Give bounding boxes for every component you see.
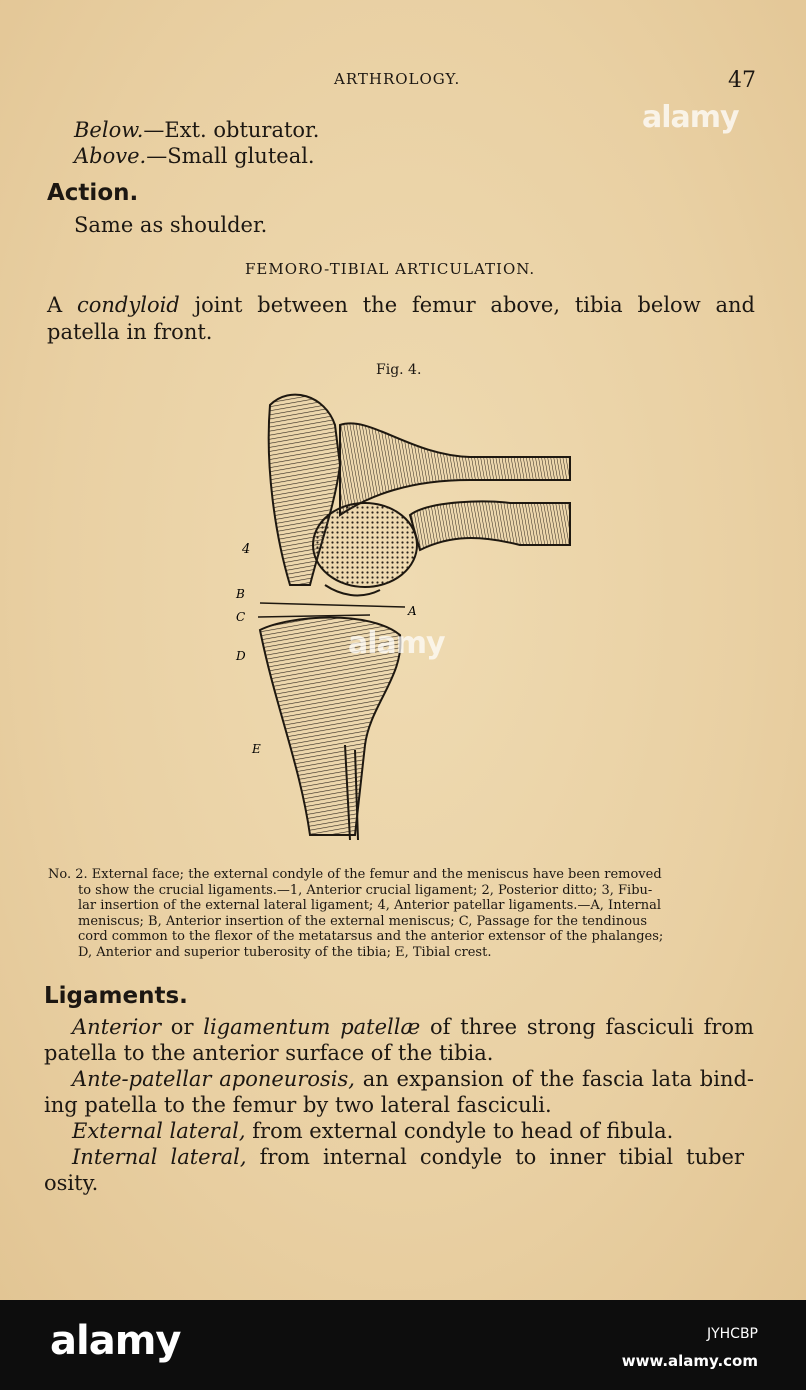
caption-line-1: No. 2. External face; the external condyle of the femur and the meniscus have been removed xyxy=(48,867,662,882)
knee-joint-engraving xyxy=(230,385,580,845)
patella xyxy=(313,503,417,587)
ligament-antepatellar-term: Ante-patellar aponeurosis, xyxy=(72,1067,355,1091)
ligament-external-term: External lateral, xyxy=(72,1119,246,1143)
above-label: Above. xyxy=(74,144,147,168)
fig-letter-a: A xyxy=(408,604,417,618)
running-title: ARTHROLOGY. xyxy=(334,70,461,88)
ligament-internal-text: from internal condyle to inner tibial tuber xyxy=(246,1145,745,1169)
section-title: FEMORO-TIBIAL ARTICULATION. xyxy=(245,260,536,278)
above-line xyxy=(74,143,315,170)
alamy-logo: alamy xyxy=(50,1318,181,1364)
tendon-upper xyxy=(340,423,570,515)
caption-line-4: meniscus; B, Anterior insertion of the external meniscus; C, Passage for the tendinous xyxy=(78,913,648,929)
figure-caption xyxy=(48,867,755,960)
below-label: Below. xyxy=(74,118,144,142)
ligament-anterior-term: Anterior xyxy=(72,1015,161,1039)
ligament-antepatellar-line-2: ing patella to the femur by two lateral fasciculi. xyxy=(44,1093,552,1117)
ligament-external-text: from external condyle to head of fibula. xyxy=(245,1119,674,1143)
page-number: 47 xyxy=(728,68,756,93)
fig-letter-d: D xyxy=(236,649,246,663)
intro-line-1 xyxy=(47,292,755,319)
below-text: —Ext. obturator. xyxy=(143,118,320,142)
caption-line-3: lar insertion of the external lateral ligament; 4, Anterior patellar ligaments.—A, Internal xyxy=(78,898,661,913)
fig-letter-4: 4 xyxy=(242,542,251,557)
fig-letter-c: C xyxy=(236,610,246,624)
watermark-center: alamy xyxy=(348,626,445,661)
ligament-internal-term: Internal lateral, xyxy=(72,1145,247,1169)
ligament-antepatellar-line-1 xyxy=(72,1066,754,1093)
ligaments-heading: Ligaments. xyxy=(44,983,188,1009)
caption-line-5: cord common to the flexor of the metatarsus and the anterior extensor of the phalanges; xyxy=(78,929,664,944)
ligament-lines xyxy=(258,585,405,617)
intro-article: A xyxy=(47,293,63,317)
image-id: JYHCBP xyxy=(706,1326,758,1342)
site-url: www.alamy.com xyxy=(621,1352,758,1370)
action-heading: Action. xyxy=(47,180,139,206)
watermark-top-right: alamy xyxy=(642,100,739,135)
ligament-anterior-line-2: patella to the anterior surface of the tibia. xyxy=(44,1041,494,1065)
tendon-lower xyxy=(410,501,570,550)
ligament-anterior-latin: ligamentum patellæ xyxy=(203,1015,421,1039)
intro-line-2: patella in front. xyxy=(47,320,213,344)
ligament-internal-line-2: osity. xyxy=(44,1171,99,1195)
ligament-anterior-line-1 xyxy=(72,1014,754,1041)
ligament-anterior-or: or xyxy=(161,1015,204,1039)
caption-line-2: to show the crucial ligaments.—1, Anterior crucial ligament; 2, Posterior ditto; 3, Fibu- xyxy=(78,882,653,898)
ligament-external-line xyxy=(72,1118,673,1145)
fig-letter-b: B xyxy=(236,587,245,601)
ligament-internal-line-1 xyxy=(72,1144,744,1171)
ligament-antepatellar-text: an expansion of the fascia lata bind- xyxy=(354,1067,755,1091)
intro-term: condyloid xyxy=(77,293,180,317)
above-text: —Small gluteal. xyxy=(146,144,315,168)
ligament-anterior-text: of three strong fasciculi from xyxy=(420,1015,754,1039)
fig-letter-e: E xyxy=(252,742,261,756)
figure-label: Fig. 4. xyxy=(376,362,422,378)
caption-line-6: D, Anterior and superior tuberosity of the tibia; E, Tibial crest. xyxy=(78,944,492,960)
intro-rest: joint between the femur above, tibia below and xyxy=(194,293,755,317)
below-line xyxy=(74,117,319,144)
action-text: Same as shoulder. xyxy=(74,213,268,237)
